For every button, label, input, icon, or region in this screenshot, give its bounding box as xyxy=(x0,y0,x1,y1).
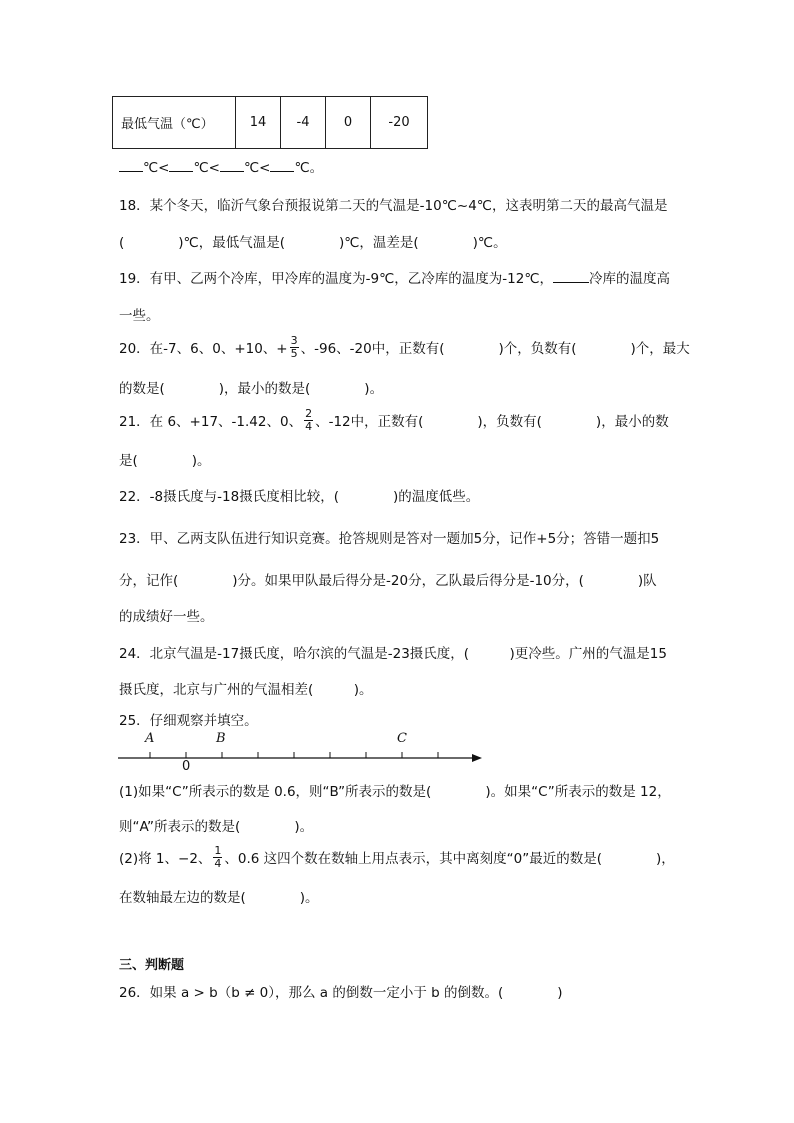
blank[interactable] xyxy=(119,159,143,172)
q25-title: 25．仔细观察并填空。 xyxy=(119,713,258,729)
table-cell: 14 xyxy=(236,97,281,149)
arrow-head xyxy=(472,754,482,762)
blank[interactable] xyxy=(553,270,589,283)
frac-den: 4 xyxy=(214,856,222,870)
q24-line2: 摄氏度，北京与广州的气温相差( )。 xyxy=(119,682,373,698)
frac-den: 4 xyxy=(305,419,313,433)
table-cell: -20 xyxy=(371,97,428,149)
blank[interactable] xyxy=(270,159,294,172)
q21-line2: 是( )。 xyxy=(119,453,211,469)
q20-post: 、-96、-20中，正数有( )个，负数有( )个，最大 xyxy=(300,341,690,357)
q19-text-a: 19．有甲、乙两个冷库，甲冷库的温度为-9℃，乙冷库的温度为-12℃， xyxy=(119,271,554,287)
q25-p2-pre: (2)将 1、−2、 xyxy=(119,851,212,867)
q25-part2-line2: 在数轴最左边的数是( )。 xyxy=(119,890,319,906)
q18-line2: ( )℃，最低气温是( )℃，温差是( )℃。 xyxy=(119,235,507,251)
q25-part1-line2: 则“A”所表示的数是( )。 xyxy=(119,819,314,835)
table-cell: 0 xyxy=(326,97,371,149)
order-blanks-line: ℃< ℃< ℃< ℃。 xyxy=(119,156,323,176)
fraction xyxy=(213,845,222,870)
q20-line2: 的数是( )，最小的数是( )。 xyxy=(119,381,384,397)
number-line xyxy=(112,728,492,776)
q19-text-b: 冷库的温度高 xyxy=(589,271,671,287)
fraction xyxy=(304,408,313,433)
frac-num: 2 xyxy=(305,406,313,420)
table-cell: -4 xyxy=(281,97,326,149)
table-header-cell: 最低气温（℃） xyxy=(113,97,236,149)
q19-line2: 一些。 xyxy=(119,308,160,324)
q23-line1: 23．甲、乙两支队伍进行知识竞赛。抢答规则是答对一题加5分，记作+5分；答错一题扣5 xyxy=(119,531,660,547)
temperature-table xyxy=(112,96,428,149)
frac-num: 1 xyxy=(214,843,222,857)
point-b-label: B xyxy=(216,731,226,746)
q20-pre: 20．在-7、6、0、+10、+ xyxy=(119,341,288,357)
point-a-label: A xyxy=(145,731,155,746)
zero-label: 0 xyxy=(182,759,191,774)
q22-line: 22．-8摄氏度与-18摄氏度相比较，( )的温度低些。 xyxy=(119,489,480,505)
q23-line2: 分，记作( )分。如果甲队最后得分是-20分，乙队最后得分是-10分，( )队 xyxy=(119,573,657,589)
q23-line3: 的成绩好一些。 xyxy=(119,609,214,625)
q18-line1: 18．某个冬天，临沂气象台预报说第二天的气温是-10℃~4℃，这表明第二天的最高气温是 xyxy=(119,198,668,214)
frac-num: 3 xyxy=(290,333,298,347)
q21-line1 xyxy=(119,404,669,436)
q19-line1 xyxy=(119,267,670,287)
q25-p2-post: 、0.6 这四个数在数轴上用点表示，其中离刻度“0”最近的数是( )， xyxy=(224,851,675,867)
frac-den: 5 xyxy=(290,346,298,360)
q26-line: 26．如果 a > b（b ≠ 0），那么 a 的倒数一定小于 b 的倒数。( ) xyxy=(119,985,563,1001)
fraction xyxy=(290,335,299,360)
q21-post: 、-12中，正数有( )，负数有( )，最小的数 xyxy=(315,414,669,430)
table-row xyxy=(113,97,428,149)
point-c-label: C xyxy=(397,731,407,746)
q21-pre: 21．在 6、+17、-1.42、0、 xyxy=(119,414,303,430)
ticks xyxy=(150,752,438,758)
q24-line1: 24．北京气温是-17摄氏度，哈尔滨的气温是-23摄氏度，( )更冷些。广州的气温是15 xyxy=(119,646,667,662)
q25-part1-line1: (1)如果“C”所表示的数是 0.6，则“B”所表示的数是( )。如果“C”所表示的数是 12， xyxy=(119,784,671,800)
section-heading: 三、判断题 xyxy=(119,958,185,973)
blank[interactable] xyxy=(169,159,193,172)
q25-part2-line1 xyxy=(119,841,675,873)
q20-line1 xyxy=(119,331,690,363)
blank[interactable] xyxy=(220,159,244,172)
